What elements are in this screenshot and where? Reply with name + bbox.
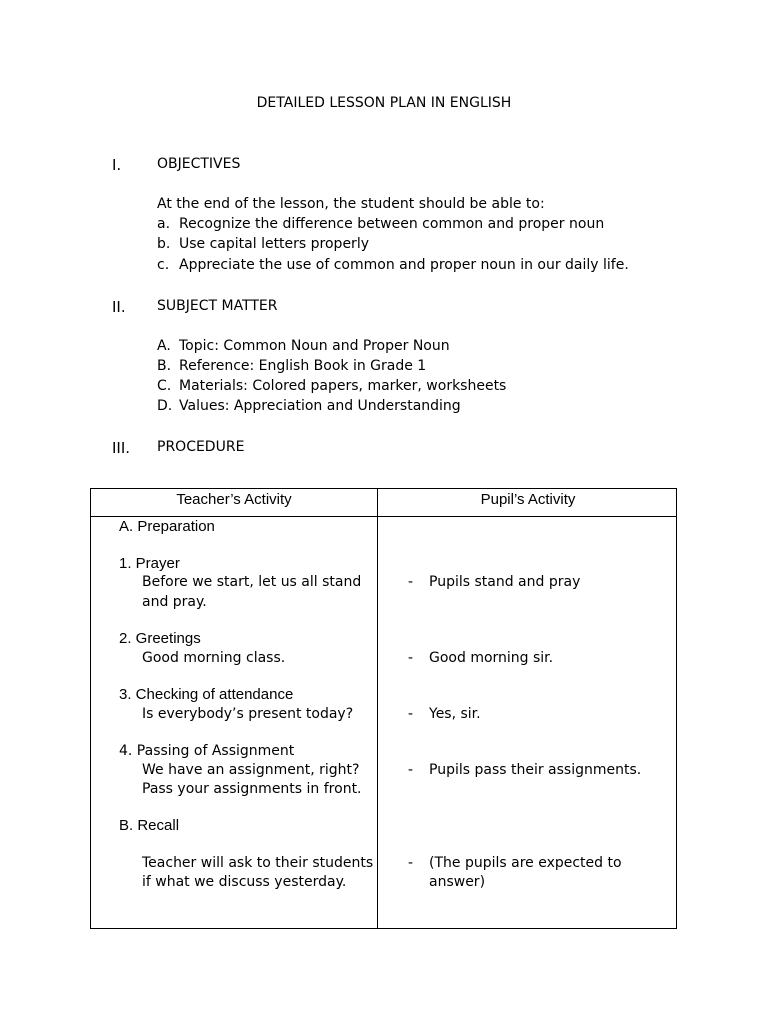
- header-teacher-activity: Teacher’s Activity: [176, 491, 292, 508]
- pupil-response: (The pupils are expected to: [429, 855, 622, 871]
- teacher-line: Teacher will ask to their students: [142, 855, 374, 871]
- teacher-line: Before we start, let us all stand: [142, 574, 362, 590]
- list-marker: A.: [157, 338, 171, 354]
- section-title-procedure: PROCEDURE: [157, 439, 245, 455]
- pupil-response: answer): [429, 874, 486, 890]
- pupil-dash: -: [408, 706, 414, 722]
- recall-heading: B. Recall: [119, 817, 180, 834]
- teacher-line: and pray.: [142, 594, 207, 610]
- procedure-table: [90, 488, 677, 929]
- teacher-line: Good morning class.: [142, 650, 286, 666]
- section-number-subject-matter: II.: [112, 298, 126, 316]
- assignment-heading: 4. Passing of Assignment: [119, 743, 295, 759]
- document-title: DETAILED LESSON PLAN IN ENGLISH: [256, 95, 512, 111]
- list-item-text: Appreciate the use of common and proper noun in our daily life.: [179, 257, 629, 273]
- pupil-dash: -: [408, 650, 414, 666]
- list-marker: b.: [157, 236, 171, 252]
- pupil-dash: -: [408, 855, 414, 871]
- list-marker: c.: [157, 257, 170, 273]
- list-item-text: Materials: Colored papers, marker, worksheets: [179, 378, 507, 394]
- list-marker: D.: [157, 398, 173, 414]
- section-number-procedure: III.: [112, 439, 131, 457]
- list-marker: B.: [157, 358, 172, 374]
- list-marker: C.: [157, 378, 172, 394]
- subject-item: [157, 398, 461, 414]
- objective-item: [157, 216, 604, 232]
- preparation-heading: A. Preparation: [119, 518, 215, 535]
- list-item-text: Reference: English Book in Grade 1: [179, 358, 427, 374]
- pupil-response: Yes, sir.: [429, 706, 481, 722]
- teacher-line: Pass your assignments in front.: [142, 781, 362, 797]
- teacher-line: We have an assignment, right?: [142, 762, 360, 778]
- section-title-objectives: OBJECTIVES: [157, 156, 241, 172]
- pupil-response: Pupils stand and pray: [429, 574, 581, 590]
- header-pupil-activity: Pupil’s Activity: [480, 491, 576, 508]
- subject-item: [157, 338, 450, 354]
- objectives-intro: At the end of the lesson, the student should be able to:: [157, 196, 545, 212]
- objective-item: [157, 257, 629, 273]
- subject-item: [157, 378, 506, 394]
- section-title-subject-matter: SUBJECT MATTER: [157, 298, 278, 314]
- attendance-heading: 3. Checking of attendance: [119, 686, 294, 703]
- table-header-divider: [91, 516, 676, 517]
- pupil-response: Pupils pass their assignments.: [429, 762, 642, 778]
- prayer-heading: 1. Prayer: [119, 555, 180, 572]
- list-item-text: Recognize the difference between common and proper noun: [179, 216, 605, 232]
- pupil-response: Good morning sir.: [429, 650, 554, 666]
- teacher-line: if what we discuss yesterday.: [142, 874, 347, 890]
- list-item-text: Topic: Common Noun and Proper Noun: [179, 338, 450, 354]
- section-number-objectives: I.: [112, 156, 122, 174]
- teacher-line: Is everybody’s present today?: [142, 706, 354, 722]
- subject-item: [157, 358, 426, 374]
- list-item-text: Use capital letters properly: [179, 236, 369, 252]
- table-column-divider: [377, 489, 378, 928]
- list-item-text: Values: Appreciation and Understanding: [179, 398, 461, 414]
- pupil-dash: -: [408, 574, 414, 590]
- list-marker: a.: [157, 216, 171, 232]
- pupil-dash: -: [408, 762, 414, 778]
- objective-item: [157, 236, 369, 252]
- greetings-heading: 2. Greetings: [119, 630, 201, 647]
